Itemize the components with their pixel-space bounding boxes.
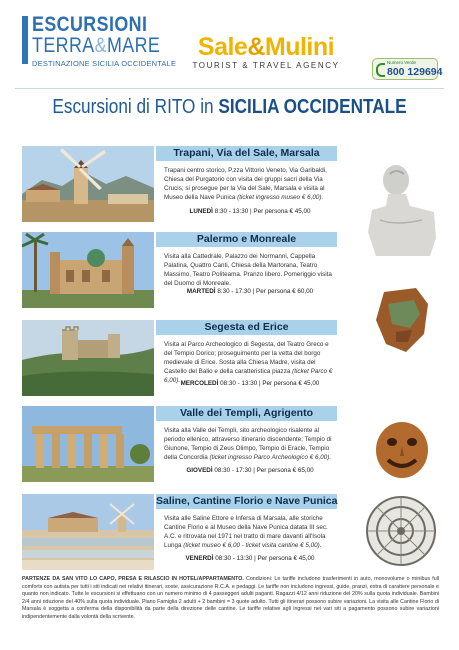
header-divider	[15, 88, 444, 89]
time-price: 08:30 - 13:30 | Per persona € 45,00	[220, 380, 320, 387]
ticket-note: (ticket ingresso Parco Archeologico € 6,00).	[209, 454, 332, 461]
description-text: Visita alla Cattedrale, Palazzo dei Normanni, Cappella Palatina, Quattro Canti, Chiesa della Martorana, Teatro Massimo, Teatro Politeama. Pranzo libero. Pomeriggio visita del Duomo di Monreale.	[164, 253, 332, 287]
title-highlight: SICILIA OCCIDENTALE	[218, 96, 407, 118]
schedule-price	[164, 208, 336, 215]
weekday: VENERDÌ	[185, 555, 214, 562]
weekday: MARTEDÌ	[186, 288, 216, 295]
excursion-card-saline	[22, 494, 337, 574]
time-price: 08:30 - 17:30 | Per persona € 65,00	[214, 467, 314, 474]
photo-windmill	[22, 146, 154, 222]
excursion-description	[164, 514, 336, 550]
logo-subtitle: DESTINAZIONE SICILIA OCCIDENTALE	[32, 59, 177, 68]
photo-cathedral	[22, 232, 154, 308]
terracotta-mask-image	[368, 416, 436, 488]
description-text: Visita al Parco Archeologico di Segesta, del Teatro Greco e del Tempio Dorico; proseguimento per la vetta del borgo medievale di Erice. Sosta alla Chiesa Madre, visita del Castello del Balio e della caratteristica piazza	[164, 341, 329, 375]
phone-icon	[376, 63, 385, 77]
excursion-card-palermo	[22, 232, 337, 312]
weekday: LUNEDÌ	[189, 208, 213, 215]
photo-salt-pans	[22, 494, 154, 570]
schedule-price	[164, 555, 336, 562]
ticket-note: (ticket Parco € 6,00).	[164, 368, 333, 384]
excursion-description	[164, 252, 336, 288]
ticket-note: (ticket ingresso museo € 6,00).	[237, 194, 324, 201]
title-prefix: Escursioni di RITO in	[52, 96, 219, 118]
statue-image	[360, 160, 440, 260]
time-price: 8:30 - 13:30 | Per persona € 45,00	[214, 208, 311, 215]
excursion-card-agrigento	[22, 406, 337, 488]
escursioni-logo	[22, 13, 177, 68]
photo-castle	[22, 320, 154, 396]
description-text: Visita alla Valle dei Templi, sito archeologico risalente al periodo ellenico, attraverso itinerario discendente; Tempio di Giunone, Tempio di Zeus Olimpo, Tempio di Eracle, Tempio della Concordia	[164, 427, 332, 461]
logo-amp: &	[94, 34, 107, 57]
excursion-description	[164, 166, 336, 202]
description-text: Visita alle Saline Ettore e Infersa di Marsala, alle storiche Cantine Florio e al Museo della Nave Punica datata III sec. A.C. e ritrovata nel 1971 nel tratto di mare davanti all'Isola Lunga	[164, 515, 328, 549]
brand-name	[186, 34, 346, 60]
excursion-card-segesta	[22, 320, 337, 400]
brand-amp: &	[247, 33, 265, 61]
excursion-heading: Segesta ed Erice	[204, 321, 289, 333]
excursion-heading: Palermo e Monreale	[196, 233, 297, 245]
logo-mare: MARE	[106, 34, 161, 57]
ticket-note: (ticket museo € 6,00 - ticket visita cantine € 5,00).	[183, 542, 322, 549]
excursion-heading: Trapani, Via del Sale, Marsala	[173, 147, 320, 159]
terms-text: Condizioni: Le tariffe includono trasferimenti in auto, monovolume o minibus full comforts con autista per tutti i siti indicati nei relativi itinerari, soste, assicurazione R.C.A. e pedaggi. Le tariffe non includono ingressi, guide, pranzi, extra di carattere personale e quanto non indicato. Tutte le escursioni si effettuano con un numero minimo di 4 passeggeri adulti paganti. Ragazzi 4/12 anni riduzione del 20% sulla quota individuale. Bambini 2/4 anni riduzione del 40% sulla quota individuale. Piano Famiglia 2 adulti + 2 bambini = 3 quote adulto. Tutti gli itinerari possono subire variazioni. La visita alle Cantine Florio di Marsala è soggetta a conferma della disponibilità da parte della direzione delle cantine. Le tariffe relative agli ingressi nei vari siti a pagamento possono subire variazioni indipendentemente dalla volontà della scrivente.	[22, 576, 439, 620]
page-title	[32, 96, 427, 119]
photo-temple	[22, 406, 154, 482]
logo-terra: TERRA	[32, 34, 95, 57]
mosaic-medallion-image	[364, 494, 438, 568]
toll-free-badge[interactable]	[372, 58, 443, 80]
excursion-heading: Saline, Cantine Florio e Nave Punica	[156, 495, 338, 507]
brand-logo	[186, 34, 346, 70]
terms-heading: PARTENZE DA SAN VITO LO CAPO, PRESA E RILASCIO IN HOTEL/APPARTAMENTO.	[22, 576, 244, 582]
schedule-price	[164, 380, 336, 387]
logo-bar	[22, 16, 28, 64]
excursion-description	[164, 426, 336, 462]
excursion-description	[164, 340, 336, 385]
excursion-heading: Valle dei Templi, Agrigento	[179, 407, 314, 419]
weekday: MERCOLEDÌ	[180, 380, 219, 387]
time-price: 08:30 - 13:30 | Per persona € 45,00	[215, 555, 315, 562]
toll-free-number[interactable]: 800 129694	[387, 66, 443, 78]
time-price: 8:30 - 17:30 | Per persona € 60,00	[217, 288, 314, 295]
brand-sale: Sale	[197, 33, 248, 61]
brand-mulini: Mulini	[264, 33, 335, 61]
schedule-price	[164, 288, 336, 295]
schedule-price	[164, 467, 336, 474]
logo-line-1: ESCURSIONI	[32, 13, 148, 36]
page-header	[0, 0, 459, 90]
description-text: Trapani centro storico, P.zza Vittorio Veneto, Via Garibaldi, Chiesa del Purgatorio con visita dei gruppi sacri della Via Crucis; si prosegue per la Via del Sale, Marsala e visita al Museo della Nave Punica	[164, 167, 327, 201]
toll-free-label: Numero Verde	[387, 60, 417, 65]
excursion-card-trapani	[22, 146, 337, 226]
brand-tagline: TOURIST & TRAVEL AGENCY	[192, 61, 340, 70]
logo-line-2	[32, 34, 161, 57]
terms-footer	[22, 576, 439, 622]
mask-fragment-image	[366, 284, 438, 356]
weekday: GIOVEDÌ	[186, 467, 213, 474]
